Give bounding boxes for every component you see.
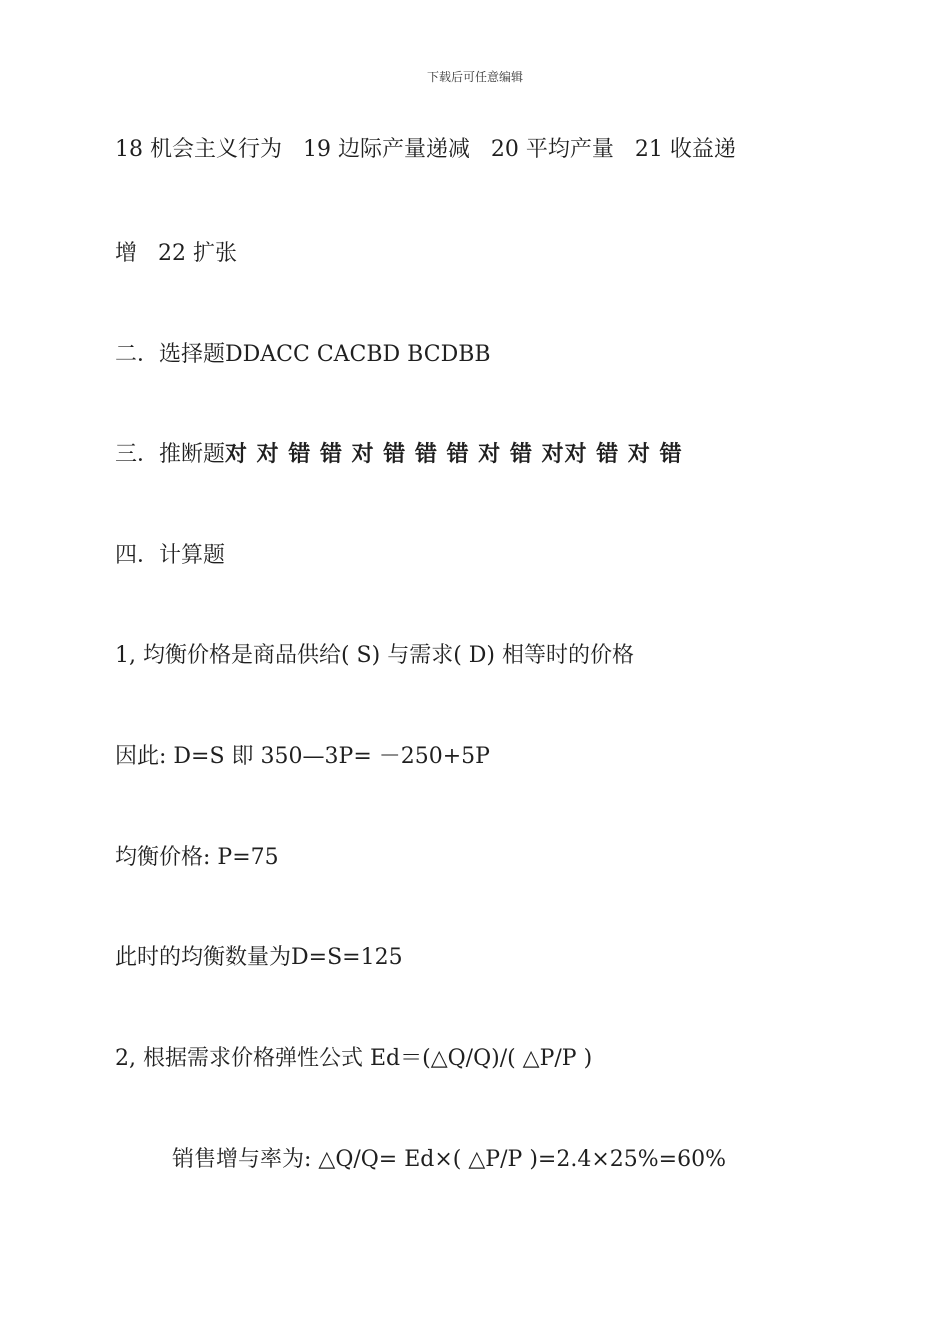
page-header: 下载后可任意编辑 — [426, 70, 523, 84]
calculation-heading: 四．计算题 — [115, 543, 226, 568]
calc-question-2-formula: 2, 根据需求价格弹性公式 Ed＝(△Q/Q)/( △P/P ) — [115, 1046, 593, 1071]
calc-question-1-statement: 1, 均衡价格是商品供给( S) 与需求( D) 相等时的价格 — [115, 643, 634, 668]
multiple-choice-answers: 二．选择题DDACC CACBD BCDBB — [115, 342, 491, 367]
answer-line-fill-blanks: 18 机会主义行为 19 边际产量递减 20 平均产量 21 收益递 — [115, 137, 736, 162]
calc-question-1-equation: 因此: D=S 即 350—3P= －250+5P — [115, 744, 490, 769]
calc-question-1-price: 均衡价格: P=75 — [115, 845, 279, 870]
calc-question-1-quantity: 此时的均衡数量为D=S=125 — [115, 945, 403, 970]
true-false-heading: 三．推断题 — [115, 442, 226, 467]
calc-question-2-result: 销售增与率为: △Q/Q= Ed×( △P/P )=2.4×25%=60% — [172, 1147, 726, 1172]
answer-line-fill-blanks-continued: 增 22 扩张 — [115, 241, 237, 266]
true-false-answer-list: 对 对 错 错 对 错 错 错 对 错 对对 错 对 错 — [225, 442, 683, 467]
true-false-answers — [115, 441, 683, 469]
